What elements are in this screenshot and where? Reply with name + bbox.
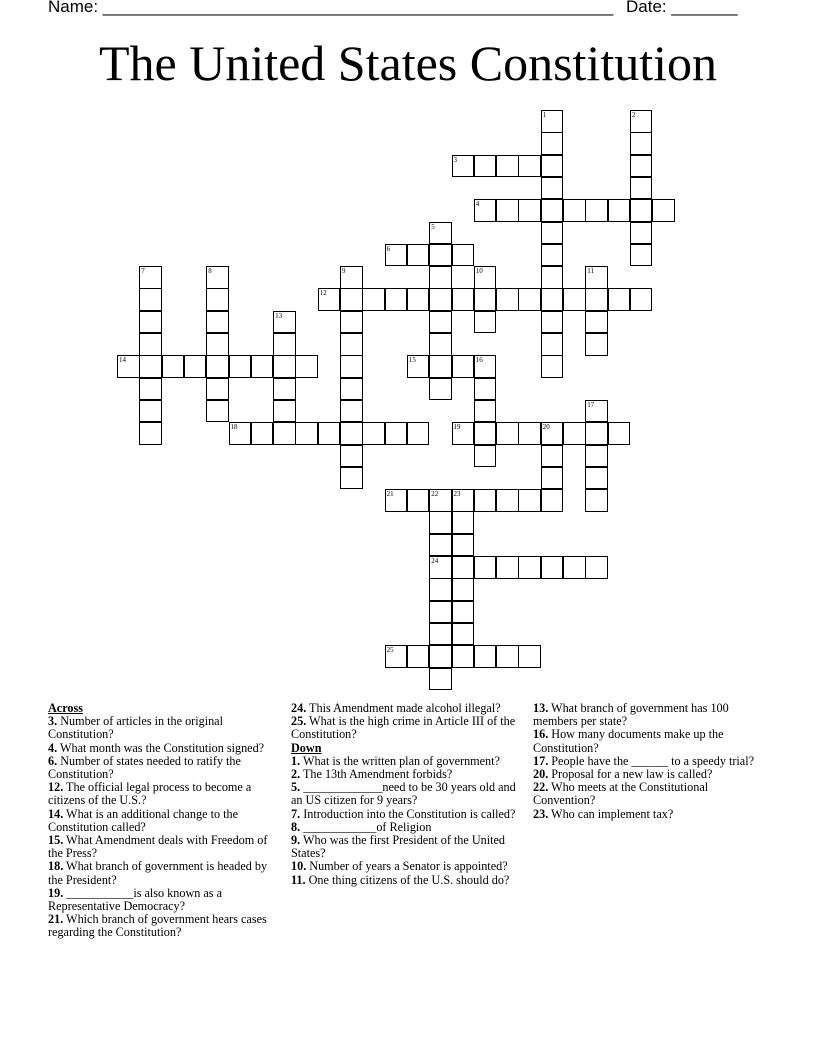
grid-cell[interactable] (541, 222, 564, 245)
clue-text: What branch of government has 100 members per state? (533, 701, 729, 729)
grid-cell[interactable] (273, 333, 296, 356)
grid-cell[interactable] (206, 288, 229, 311)
clue-number: 22. (533, 780, 549, 795)
clues-column-1 (48, 702, 273, 940)
grid-cell[interactable] (429, 534, 452, 557)
grid-cell[interactable] (518, 556, 541, 579)
grid-cell[interactable] (474, 311, 497, 334)
grid-cell[interactable] (585, 445, 608, 468)
grid-cell[interactable] (139, 266, 162, 289)
clue-number: 23. (533, 806, 549, 821)
clue-number: 21. (48, 912, 64, 927)
grid-cell[interactable] (518, 155, 541, 178)
grid-cell[interactable] (385, 422, 408, 445)
grid-cell[interactable] (563, 199, 586, 222)
grid-cell[interactable] (608, 422, 631, 445)
grid-cell[interactable] (563, 556, 586, 579)
grid-cell[interactable] (340, 333, 363, 356)
grid-cell[interactable] (541, 288, 564, 311)
clue-number-21: 21 (386, 490, 394, 499)
clue-number: 10. (291, 859, 307, 874)
grid-cell[interactable] (585, 467, 608, 490)
grid-cell[interactable] (407, 288, 430, 311)
clue-number-8: 8 (208, 267, 212, 276)
clue-number-16: 16 (475, 356, 483, 365)
across-clue (48, 755, 273, 781)
clue-number-17: 17 (587, 400, 595, 409)
clue-text: What Amendment deals with Freedom of the Press? (48, 833, 268, 861)
grid-cell[interactable] (273, 355, 296, 378)
grid-cell[interactable] (139, 378, 162, 401)
clue-number: 14. (48, 806, 64, 821)
grid-cell[interactable] (340, 266, 363, 289)
grid-cell[interactable] (585, 288, 608, 311)
grid-cell[interactable] (452, 288, 475, 311)
clue-text: Who meets at the Constitutional Convention? (533, 780, 709, 808)
grid-cell[interactable] (585, 266, 608, 289)
across-clue (48, 715, 273, 741)
clue-number: 9. (291, 833, 301, 848)
clue-text: What branch of government is headed by the President? (48, 859, 268, 887)
clue-text: The 13th Amendment forbids? (300, 767, 453, 782)
clue-number-1: 1 (542, 111, 547, 119)
clue-text: How many documents make up the Constitution? (533, 727, 724, 755)
grid-cell[interactable] (407, 489, 430, 512)
clue-number: 15. (48, 833, 64, 848)
grid-cell[interactable] (630, 177, 653, 200)
clue-number: 13. (533, 701, 549, 715)
grid-cell[interactable] (452, 578, 475, 601)
grid-cell[interactable] (630, 110, 653, 133)
grid-cell[interactable] (541, 110, 564, 133)
clue-number-25: 25 (386, 646, 394, 655)
grid-cell[interactable] (563, 288, 586, 311)
clue-number: 8. (291, 819, 301, 834)
grid-cell[interactable] (318, 422, 341, 445)
grid-cell[interactable] (585, 199, 608, 222)
clue-number-23: 23 (453, 490, 461, 499)
clue-number-20: 20 (542, 423, 550, 432)
down-clue (533, 702, 761, 728)
grid-cell[interactable] (407, 355, 430, 378)
grid-cell[interactable] (139, 333, 162, 356)
clue-number-10: 10 (475, 267, 483, 276)
grid-cell[interactable] (139, 311, 162, 334)
clue-text: The official legal process to become a citizens of the U.S.? (48, 780, 252, 808)
clue-number-22: 22 (431, 490, 439, 499)
clue-text: Who was the first President of the United States? (291, 833, 506, 861)
clue-number: 7. (291, 806, 301, 821)
clue-text: What is the high crime in Article III of the Constitution? (291, 714, 516, 742)
grid-cell[interactable] (206, 266, 229, 289)
across-clue (48, 808, 273, 834)
grid-cell[interactable] (541, 467, 564, 490)
grid-cell[interactable] (429, 601, 452, 624)
grid-cell[interactable] (563, 422, 586, 445)
clue-number: 12. (48, 780, 64, 795)
grid-cell[interactable] (474, 288, 497, 311)
grid-cell[interactable] (340, 445, 363, 468)
grid-cell[interactable] (139, 288, 162, 311)
down-clue (291, 834, 519, 860)
grid-cell[interactable] (429, 556, 452, 579)
grid-cell[interactable] (318, 288, 341, 311)
grid-cell[interactable] (407, 645, 430, 668)
grid-cell[interactable] (385, 244, 408, 267)
clue-text: Number of states needed to ratify the Constitution? (48, 753, 241, 782)
grid-cell[interactable] (340, 288, 363, 311)
across-clue (291, 715, 519, 741)
grid-cell[interactable] (251, 422, 274, 445)
page-title: The United States Constitution (98, 35, 718, 91)
grid-cell[interactable] (541, 311, 564, 334)
grid-cell[interactable] (429, 378, 452, 401)
grid-cell[interactable] (229, 422, 252, 445)
grid-cell[interactable] (162, 355, 185, 378)
down-clue (533, 781, 761, 807)
grid-cell[interactable] (541, 155, 564, 178)
grid-cell[interactable] (608, 199, 631, 222)
across-heading: Across (48, 701, 83, 715)
grid-cell[interactable] (206, 355, 229, 378)
grid-cell[interactable] (585, 422, 608, 445)
grid-cell[interactable] (429, 511, 452, 534)
across-clue (48, 834, 273, 860)
grid-cell[interactable] (496, 422, 519, 445)
grid-cell[interactable] (518, 422, 541, 445)
clue-number: 2. (291, 767, 301, 782)
grid-cell[interactable] (518, 489, 541, 512)
grid-cell[interactable] (541, 333, 564, 356)
clue-number-4: 4 (475, 200, 480, 209)
across-clue (48, 860, 273, 886)
clue-text: Proposal for a new law is called? (548, 767, 713, 782)
clue-number: 24. (291, 701, 307, 715)
clue-number: 6. (48, 753, 58, 768)
grid-cell[interactable] (206, 400, 229, 423)
grid-cell[interactable] (452, 511, 475, 534)
clue-text: Number of years a Senator is appointed? (306, 859, 508, 874)
grid-cell[interactable] (585, 489, 608, 512)
grid-cell[interactable] (340, 355, 363, 378)
clue-text: This Amendment made alcohol illegal? (306, 701, 501, 715)
clue-number: 16. (533, 727, 549, 742)
grid-cell[interactable] (630, 244, 653, 267)
grid-cell[interactable] (139, 400, 162, 423)
grid-cell[interactable] (429, 668, 452, 691)
name-field[interactable]: Name: ______________________________________________________ (48, 0, 614, 16)
grid-cell[interactable] (474, 266, 497, 289)
grid-cell[interactable] (474, 645, 497, 668)
grid-cell[interactable] (362, 422, 385, 445)
down-clue (533, 728, 761, 754)
clue-text: People have the ______ to a speedy trial? (548, 753, 755, 768)
clues-column-2 (291, 702, 519, 887)
grid-cell[interactable] (273, 422, 296, 445)
grid-cell[interactable] (340, 311, 363, 334)
grid-cell[interactable] (429, 244, 452, 267)
grid-cell[interactable] (585, 400, 608, 423)
down-clue (291, 781, 519, 807)
grid-cell[interactable] (630, 288, 653, 311)
grid-cell[interactable] (585, 333, 608, 356)
grid-cell[interactable] (496, 288, 519, 311)
clue-number: 5. (291, 780, 301, 795)
grid-cell[interactable] (630, 222, 653, 245)
grid-cell[interactable] (474, 556, 497, 579)
grid-cell[interactable] (474, 378, 497, 401)
clue-number: 1. (291, 753, 301, 768)
grid-cell[interactable] (474, 445, 497, 468)
across-clue (48, 887, 273, 913)
clue-number-24: 24 (431, 557, 439, 565)
grid-cell[interactable] (518, 288, 541, 311)
grid-cell[interactable] (429, 288, 452, 311)
clue-number: 3. (48, 714, 58, 729)
grid-cell[interactable] (429, 578, 452, 601)
clue-number: 4. (48, 740, 58, 755)
grid-cell[interactable] (184, 355, 207, 378)
grid-cell[interactable] (206, 333, 229, 356)
grid-cell[interactable] (139, 422, 162, 445)
clue-text: Which branch of government hears cases regarding the Constitution? (48, 912, 267, 940)
grid-cell[interactable] (496, 556, 519, 579)
down-clue (533, 808, 761, 821)
grid-cell[interactable] (496, 155, 519, 178)
grid-cell[interactable] (407, 244, 430, 267)
clue-number-5: 5 (431, 222, 435, 231)
grid-cell[interactable] (295, 355, 318, 378)
grid-cell[interactable] (541, 132, 564, 155)
grid-cell[interactable] (429, 266, 452, 289)
clue-text: Introduction into the Constitution is called? (300, 806, 516, 821)
grid-cell[interactable] (541, 489, 564, 512)
grid-cell[interactable] (541, 199, 564, 222)
across-clue (48, 781, 273, 807)
clue-number-14: 14 (119, 356, 126, 365)
clue-number: 20. (533, 767, 549, 782)
grid-cell[interactable] (452, 355, 475, 378)
grid-cell[interactable] (362, 288, 385, 311)
grid-cell[interactable] (474, 400, 497, 423)
grid-cell[interactable] (452, 623, 475, 646)
clue-number: 18. (48, 859, 64, 874)
grid-cell[interactable] (385, 489, 408, 512)
clue-number-18: 18 (230, 423, 238, 432)
down-heading: Down (291, 740, 322, 755)
clue-text: One thing citizens of the U.S. should do? (305, 872, 510, 887)
grid-cell[interactable] (385, 288, 408, 311)
grid-cell[interactable] (452, 489, 475, 512)
grid-cell[interactable] (652, 199, 675, 222)
clue-number-15: 15 (408, 356, 416, 365)
grid-cell[interactable] (429, 645, 452, 668)
grid-cell[interactable] (452, 422, 475, 445)
grid-cell[interactable] (407, 422, 430, 445)
grid-cell[interactable] (496, 489, 519, 512)
grid-cell[interactable] (608, 288, 631, 311)
grid-cell[interactable] (340, 467, 363, 490)
grid-cell[interactable] (474, 422, 497, 445)
grid-cell[interactable] (541, 244, 564, 267)
clue-number-7: 7 (141, 267, 145, 276)
grid-cell[interactable] (429, 355, 452, 378)
grid-cell[interactable] (452, 601, 475, 624)
clue-number: 19. (48, 885, 64, 900)
grid-cell[interactable] (496, 645, 519, 668)
grid-cell[interactable] (541, 445, 564, 468)
grid-cell[interactable] (340, 400, 363, 423)
grid-cell[interactable] (541, 556, 564, 579)
clue-number-2: 2 (631, 111, 636, 119)
grid-cell[interactable] (429, 333, 452, 356)
grid-cell[interactable] (452, 155, 475, 178)
clue-number-19: 19 (453, 423, 461, 432)
grid-cell[interactable] (340, 422, 363, 445)
grid-cell[interactable] (585, 311, 608, 334)
clue-text: ___________is also known as a Representative Democracy? (48, 885, 222, 914)
grid-cell[interactable] (630, 199, 653, 222)
clue-number-11: 11 (587, 267, 595, 276)
grid-cell[interactable] (541, 422, 564, 445)
grid-cell[interactable] (139, 355, 162, 378)
grid-cell[interactable] (541, 266, 564, 289)
grid-cell[interactable] (474, 199, 497, 222)
grid-cell[interactable] (541, 177, 564, 200)
grid-cell[interactable] (429, 489, 452, 512)
grid-cell[interactable] (541, 355, 564, 378)
clue-text: _____________need to be 30 years old and an US citizen for 9 years? (291, 780, 516, 808)
clue-number: 17. (533, 753, 549, 768)
clue-number: 11. (291, 872, 306, 887)
clue-text: Number of articles in the original Constitution? (48, 714, 223, 742)
grid-cell[interactable] (229, 355, 252, 378)
grid-cell[interactable] (429, 222, 452, 245)
grid-cell[interactable] (452, 244, 475, 267)
grid-cell[interactable] (496, 199, 519, 222)
grid-cell[interactable] (206, 378, 229, 401)
clue-text: ____________of Religion (300, 819, 432, 834)
clue-number-12: 12 (319, 289, 327, 298)
clue-text: Who can implement tax? (548, 806, 674, 821)
clues-column-3 (533, 702, 761, 821)
grid-cell[interactable] (273, 400, 296, 423)
grid-cell[interactable] (518, 645, 541, 668)
grid-cell[interactable] (585, 556, 608, 579)
clue-number-9: 9 (342, 267, 346, 276)
grid-cell[interactable] (518, 199, 541, 222)
grid-cell[interactable] (117, 355, 140, 378)
clue-number: 25. (291, 714, 307, 729)
grid-cell[interactable] (206, 311, 229, 334)
grid-cell[interactable] (474, 489, 497, 512)
clue-text: What month was the Constitution signed? (57, 740, 265, 755)
clue-number-3: 3 (453, 155, 457, 164)
clue-number-13: 13 (275, 311, 283, 320)
grid-cell[interactable] (340, 378, 363, 401)
date-field[interactable]: Date: _______ (626, 0, 738, 16)
grid-cell[interactable] (452, 645, 475, 668)
grid-cell[interactable] (385, 645, 408, 668)
grid-cell[interactable] (295, 422, 318, 445)
grid-cell[interactable] (429, 311, 452, 334)
clue-text: What is an additional change to the Constitution called? (48, 806, 238, 834)
grid-cell[interactable] (251, 355, 274, 378)
grid-cell[interactable] (452, 534, 475, 557)
clue-number-6: 6 (386, 244, 391, 253)
grid-cell[interactable] (630, 132, 653, 155)
grid-cell[interactable] (273, 311, 296, 334)
across-clue (48, 913, 273, 939)
grid-cell[interactable] (429, 623, 452, 646)
down-clue (291, 874, 519, 887)
grid-cell[interactable] (474, 355, 497, 378)
grid-cell[interactable] (273, 378, 296, 401)
clue-text: What is the written plan of government? (300, 753, 500, 768)
grid-cell[interactable] (474, 155, 497, 178)
grid-cell[interactable] (452, 556, 475, 579)
grid-cell[interactable] (630, 155, 653, 178)
